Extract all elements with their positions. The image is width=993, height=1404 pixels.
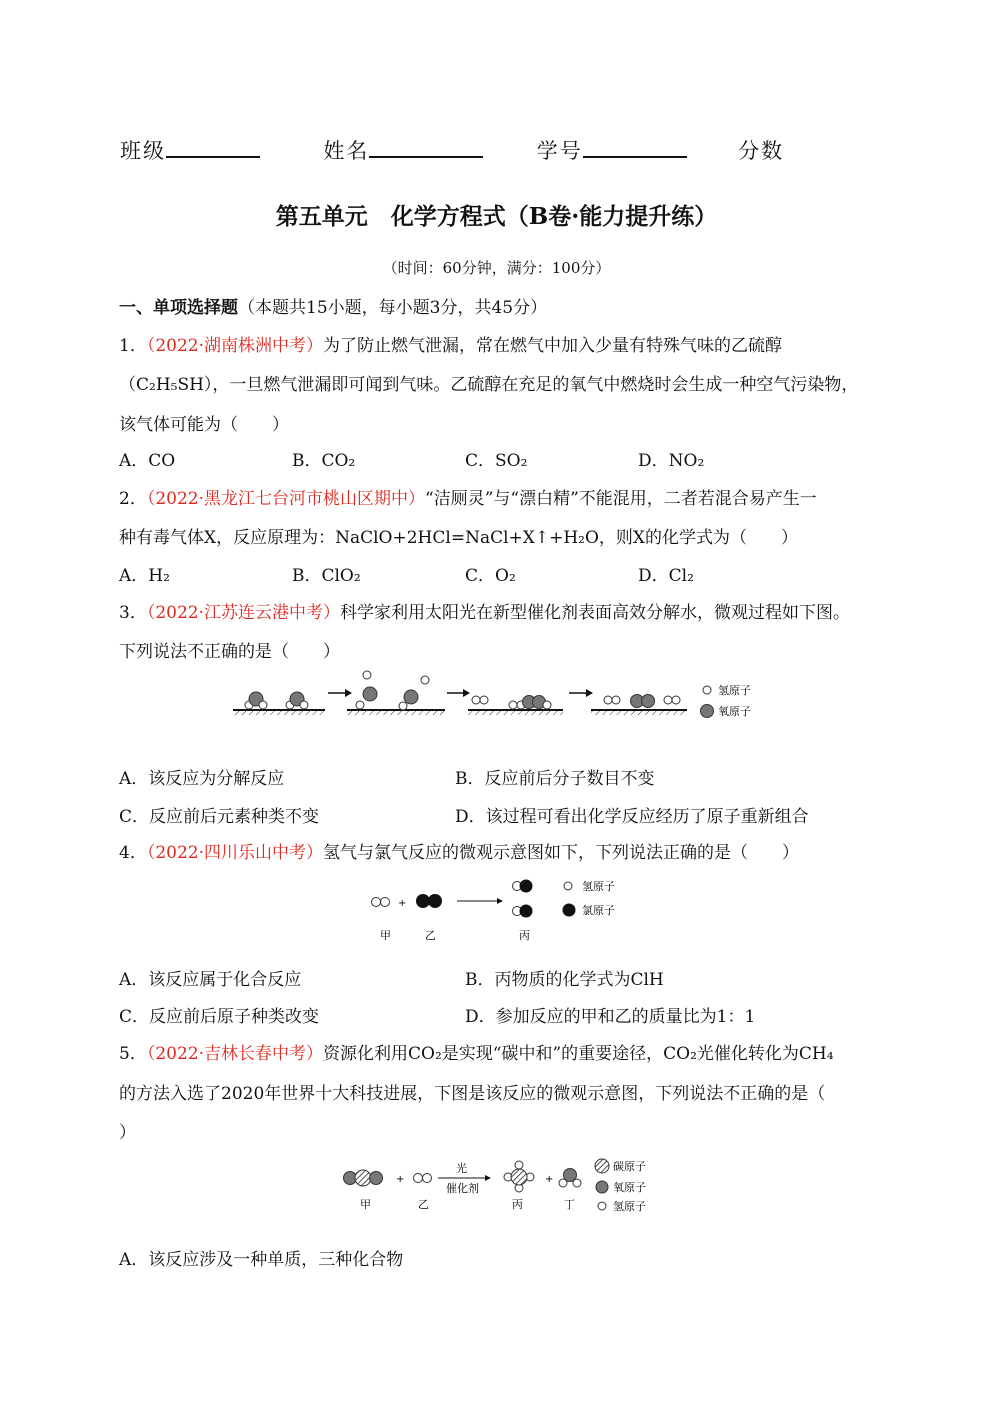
q3-arrow-1-icon [328,689,352,697]
q4-text1: 氢气与氯气反应的微观示意图如下，下列说法正确的是（ ） [323,843,799,863]
header-row [120,135,784,165]
q4-option-d[interactable]: D．参加反应的甲和乙的质量比为1：1 [465,1007,756,1027]
q4-legend-hydrogen: 氢原子 [582,880,615,893]
q4-label-bing: 丙 [519,929,530,942]
q5-source: （2022·吉林长春中考） [146,1044,323,1064]
q3-line1 [119,598,850,623]
q5-diagram [335,1155,665,1217]
q5-label-bing: 丙 [512,1198,523,1211]
q3-legend-hydrogen: 氢原子 [718,684,751,697]
section-note: （本题共15小题，每小题3分，共45分） [238,298,548,318]
id-blank[interactable] [583,138,687,158]
q1-option-b[interactable]: B．CO₂ [292,451,356,471]
q2-number: 2． [119,489,147,509]
q2-line1 [119,484,817,509]
q3-split-atoms [356,671,429,710]
q3-option-b[interactable]: B．反应前后分子数目不变 [455,769,655,789]
q5-label-yi: 乙 [418,1198,429,1211]
q5-label-ding: 丁 [564,1198,575,1211]
q2-option-a[interactable]: A．H₂ [119,566,170,586]
q2-option-c[interactable]: C．O₂ [465,566,516,586]
q3-line2: 下列说法不正确的是（ ） [119,642,340,662]
q4-legend-chlorine: 氯原子 [582,904,615,917]
q3-source: （2022·江苏连云港中考） [146,603,340,623]
section-head: 一、单项选择题 [119,298,238,318]
q3-option-d[interactable]: D．该过程可看出化学反应经历了原子重新组合 [455,807,809,827]
q3-text1: 科学家利用太阳光在新型催化剂表面高效分解水，微观过程如下图。 [340,603,850,623]
q5-label-jia: 甲 [360,1198,371,1211]
q3-water-molecule [286,692,308,709]
q5-line2: 的方法入选了2020年世界十大科技进展，下图是该反应的微观示意图，下列说法不正确的是（ [119,1084,826,1104]
q4-option-b[interactable]: B．丙物质的化学式为ClH [465,970,664,990]
q4-option-c[interactable]: C．反应前后原子种类改变 [119,1007,320,1027]
q3-water-molecule [245,692,267,709]
q5-condition-catalyst: 催化剂 [446,1182,479,1195]
q4-diagram [360,872,640,944]
q1-number: 1． [119,336,147,356]
q2-source: （2022·黑龙江七台河市桃山区期中） [146,489,425,509]
q2-text1: “洁厕灵”与“漂白精”不能混用，二者若混合易产生一 [425,489,817,509]
q5-legend-carbon-icon [595,1159,609,1173]
q1-line3: 该气体可能为（ ） [119,415,289,435]
q3-catalyst-surface-3 [468,710,563,715]
q4-line1 [119,838,799,863]
id-label: 学号 [536,139,583,163]
q5-legend-hydrogen: 氢原子 [613,1200,646,1213]
q5-ch4-molecule [504,1161,534,1192]
q4-hcl-molecule [513,880,533,893]
q3-arrow-2-icon [447,689,470,697]
q3-diagram [225,668,775,728]
q5-legend-oxygen: 氧原子 [613,1181,646,1194]
q4-source: （2022·四川乐山中考） [146,843,323,863]
q1-option-d[interactable]: D．NO₂ [638,451,705,471]
section-heading [119,293,547,318]
q5-legend-carbon: 碳原子 [613,1160,646,1173]
page-subtitle: （时间：60分钟，满分：100分） [382,259,611,277]
q1-source: （2022·湖南株洲中考） [146,336,323,356]
q4-hydrogen-molecule [372,898,390,907]
class-blank[interactable] [166,138,260,158]
q3-legend-oxygen-icon [701,705,714,718]
q3-product-molecules [604,695,680,708]
q3-legend-oxygen: 氧原子 [718,705,751,718]
q1-line1 [119,331,782,356]
q3-catalyst-surface-1 [233,710,325,715]
q5-line3: ） [119,1123,136,1143]
q5-condition-light: 光 [456,1162,467,1175]
q1-option-c[interactable]: C．SO₂ [465,451,528,471]
name-label: 姓名 [323,139,370,163]
q3-catalyst-surface-4 [591,710,687,715]
page-title: 第五单元 化学方程式（B卷·能力提升练） [275,203,718,230]
q2-option-b[interactable]: B．ClO₂ [292,566,361,586]
q4-legend-chlorine-icon [563,904,576,917]
q3-legend-hydrogen-icon [703,686,711,694]
q4-arrow-icon [457,898,503,904]
q5-co2-molecule [344,1170,383,1186]
q4-label-jia: 甲 [380,929,391,942]
name-blank[interactable] [369,138,483,158]
q4-number: 4． [119,843,147,863]
q4-label-yi: 乙 [425,929,436,942]
q5-legend-hydrogen-icon [598,1202,606,1210]
q3-number: 3． [119,603,147,623]
q5-legend-oxygen-icon [596,1181,608,1193]
q1-text1: 为了防止燃气泄漏，常在燃气中加入少量有特殊气味的乙硫醇 [323,336,782,356]
q4-option-a[interactable]: A．该反应属于化合反应 [119,970,302,990]
q5-text1: 资源化利用CO₂是实现“碳中和”的重要途径，CO₂光催化转化为CH₄ [323,1044,834,1064]
q4-legend-hydrogen-icon [564,882,572,890]
q5-h2o-molecule [559,1169,581,1188]
q5-line1 [119,1039,834,1064]
q1-line2: （C₂H₅SH），一旦燃气泄漏即可闻到气味。乙硫醇在充足的氧气中燃烧时会生成一种空气污染物， [119,375,859,395]
q5-option-a[interactable]: A．该反应涉及一种单质，三种化合物 [119,1250,404,1270]
q2-line2: 种有毒气体X，反应原理为：NaClO+2HCl=NaCl+X↑+H₂O，则X的化学式为（ ） [119,528,799,548]
q2-option-d[interactable]: D．Cl₂ [638,566,694,586]
score-label: 分数 [738,139,785,163]
q1-option-a[interactable]: A．CO [119,451,176,471]
q3-catalyst-surface-2 [347,710,445,715]
q3-option-c[interactable]: C．反应前后元素种类不变 [119,807,320,827]
q5-plus-1: + [396,1174,405,1185]
q4-hcl-molecule [513,905,533,918]
q3-recombined-atoms [472,696,551,710]
class-label: 班级 [120,139,166,163]
q4-plus: + [398,898,407,909]
q5-arrow-icon [438,1175,491,1181]
q3-arrow-3-icon [569,689,593,697]
q3-option-a[interactable]: A．该反应为分解反应 [119,769,285,789]
q5-plus-2: + [545,1174,554,1185]
q4-chlorine-molecule [416,894,442,908]
q5-number: 5． [119,1044,147,1064]
q5-h2-molecule [414,1174,432,1183]
